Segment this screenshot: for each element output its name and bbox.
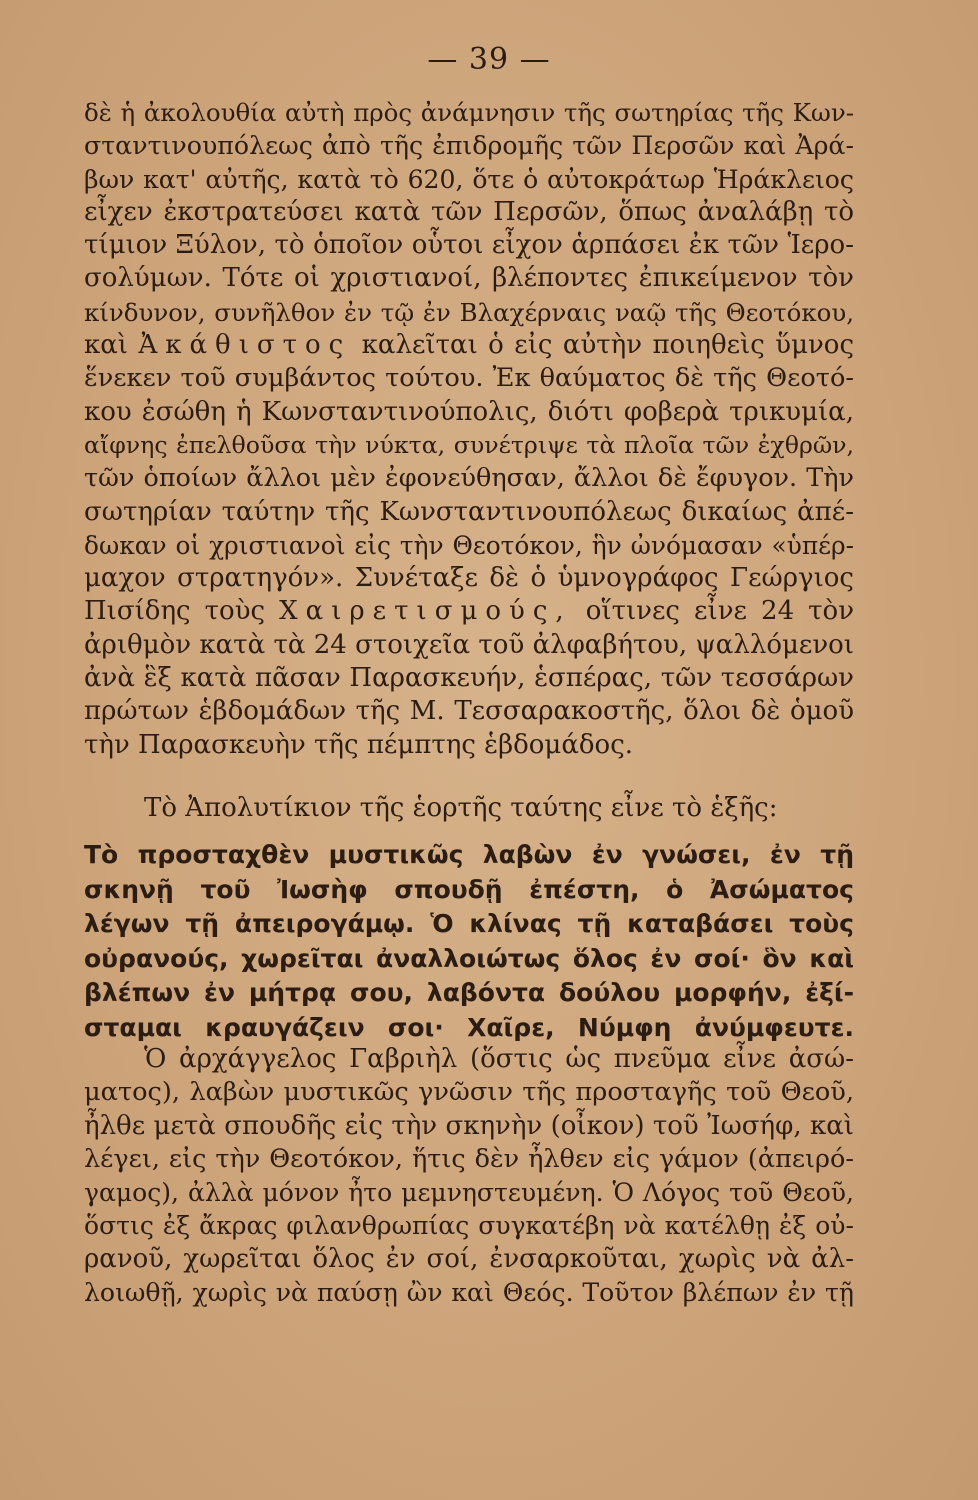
text-line: δωκαν οἱ χριστιανοὶ εἰς τὴν Θεοτόκον, ἣν ὠνόμασαν «ὑπέρ-	[84, 530, 854, 560]
text-line: κου ἐσώθη ἡ Κωνσταντινούπολις, διότι φοβερὰ τρικυμία,	[84, 396, 854, 427]
paragraph-commentary	[84, 1043, 854, 1309]
text-line: πρώτων ἑβδομάδων τῆς Μ. Τεσσαρακοστῆς, ὅλοι δὲ ὁμοῦ	[84, 696, 854, 727]
text-line: ἀνὰ ἓξ κατὰ πᾶσαν Παρασκευήν, ἑσπέρας, τῶν τεσσάρων	[84, 663, 854, 694]
text-line: γαμος), ἀλλὰ μόνον ἦτο μεμνηστευμένη. Ὁ Λόγος τοῦ Θεοῦ,	[84, 1178, 854, 1208]
text-line: μαχον στρατηγόν». Συνέταξε δὲ ὁ ὑμνογράφος Γεώργιος	[84, 563, 854, 594]
paragraph-history	[84, 96, 854, 762]
text-line: βων κατ' αὐτῆς, κατὰ τὸ 620, ὅτε ὁ αὐτοκράτωρ Ἡράκλειος	[84, 164, 854, 194]
text-line: σωτηρίαν ταύτην τῆς Κωνσταντινουπόλεως δικαίως ἀπέ-	[84, 496, 854, 527]
text-line: ἀριθμὸν κατὰ τὰ 24 στοιχεῖα τοῦ ἀλφαβήτου, ψαλλόμενοι	[84, 629, 854, 660]
emphasized-term: Ἀκάθιστος	[138, 330, 352, 361]
text-line: εἶχεν ἐκστρατεύσει κατὰ τῶν Περσῶν, ὅπως ἀναλάβῃ τὸ	[84, 196, 854, 227]
hymn-line: σκηνῇ τοῦ Ἰωσὴφ σπουδῇ ἐπέστη, ὁ Ἀσώματος	[84, 874, 854, 904]
hymn-apolytikion	[84, 838, 854, 1045]
text-line: δὲ ἡ ἀκολουθία αὐτὴ πρὸς ἀνάμνησιν τῆς σωτηρίας τῆς Κων-	[84, 98, 854, 127]
text-line: τίμιον Ξύλον, τὸ ὁποῖον οὗτοι εἶχον ἁρπάσει ἐκ τῶν Ἱερο-	[84, 230, 854, 261]
text-fragment: καλεῖται ὁ εἰς αὐτὴν ποιηθεὶς ὕμνος	[361, 330, 855, 361]
text-fragment: οἵτινες εἶνε 24 τὸν	[585, 596, 855, 627]
text-line: Τὸ Ἀπολυτίκιον τῆς ἑορτῆς ταύτης εἶνε τὸ ἑξῆς:	[144, 793, 778, 823]
text-line	[84, 329, 854, 362]
text-line: αἴφνης ἐπελθοῦσα τὴν νύκτα, συνέτριψε τὰ πλοῖα τῶν ἐχθρῶν,	[84, 430, 854, 459]
hymn-line: Τὸ προσταχθὲν μυστικῶς λαβὼν ἐν γνώσει, ἐν τῇ	[84, 840, 854, 869]
text-line	[84, 595, 854, 628]
text-line: ὅστις ἐξ ἄκρας φιλανθρωπίας συγκατέβη νὰ κατέλθῃ ἐξ οὐ-	[84, 1211, 854, 1241]
text-line: ρανοῦ, χωρεῖται ὅλος ἐν σοί, ἐνσαρκοῦται, χωρὶς νὰ ἀλ-	[84, 1243, 854, 1274]
text-fragment: καὶ	[84, 330, 129, 361]
page-number: — 39 —	[427, 42, 551, 77]
text-line: Ὁ ἀρχάγγελος Γαβριὴλ (ὅστις ὡς πνεῦμα εἶνε ἀσώ-	[144, 1044, 854, 1074]
text-line: λοιωθῇ, χωρὶς νὰ παύσῃ ὢν καὶ Θεός. Τοῦτον βλέπων ἐν τῇ	[84, 1278, 854, 1308]
text-line: κίνδυνον, συνῆλθον ἐν τῷ ἐν Βλαχέρναις ναῷ τῆς Θεοτόκου,	[84, 297, 854, 327]
text-line: ἦλθε μετὰ σπουδῆς εἰς τὴν σκηνὴν (οἶκον) τοῦ Ἰωσήφ, καὶ	[84, 1110, 854, 1141]
text-fragment: Πισίδης τοὺς	[84, 596, 266, 627]
hymn-line: βλέπων ἐν μήτρᾳ σου, λαβόντα δούλου μορφήν, ἐξί-	[84, 978, 854, 1007]
hymn-line: οὐρανούς, χωρεῖται ἀναλλοιώτως ὅλος ἐν σοί· ὃν καὶ	[84, 943, 854, 973]
emphasized-term: Χαιρετισμούς,	[279, 596, 572, 627]
hymn-line: σταμαι κραυγάζειν σοι· Χαῖρε, Νύμφη ἀνύμφευτε.	[84, 1012, 854, 1042]
text-line: σολύμων. Τότε οἱ χριστιανοί, βλέποντες ἐπικείμενον τὸν	[84, 263, 854, 294]
paragraph-apolytikion-intro	[84, 792, 854, 825]
text-line: σταντινουπόλεως ἀπὸ τῆς ἐπιδρομῆς τῶν Περσῶν καὶ Ἀρά-	[84, 131, 854, 161]
text-line: τῶν ὁποίων ἄλλοι μὲν ἐφονεύθησαν, ἄλλοι δὲ ἔφυγον. Τὴν	[84, 463, 854, 494]
hymn-line: λέγων τῇ ἀπειρογάμῳ. Ὁ κλίνας τῇ καταβάσει τοὺς	[84, 909, 854, 938]
text-line: τὴν Παρασκευὴν τῆς πέμπτης ἑβδομάδος.	[84, 729, 634, 760]
text-line: ἕνεκεν τοῦ συμβάντος τούτου. Ἐκ θαύματος δὲ τῆς Θεοτό-	[84, 363, 854, 394]
text-line: ματος), λαβὼν μυστικῶς γνῶσιν τῆς προσταγῆς τοῦ Θεοῦ,	[84, 1077, 854, 1108]
text-line: λέγει, εἰς τὴν Θεοτόκον, ἥτις δὲν ἦλθεν εἰς γάμον (ἀπειρό-	[84, 1143, 854, 1174]
